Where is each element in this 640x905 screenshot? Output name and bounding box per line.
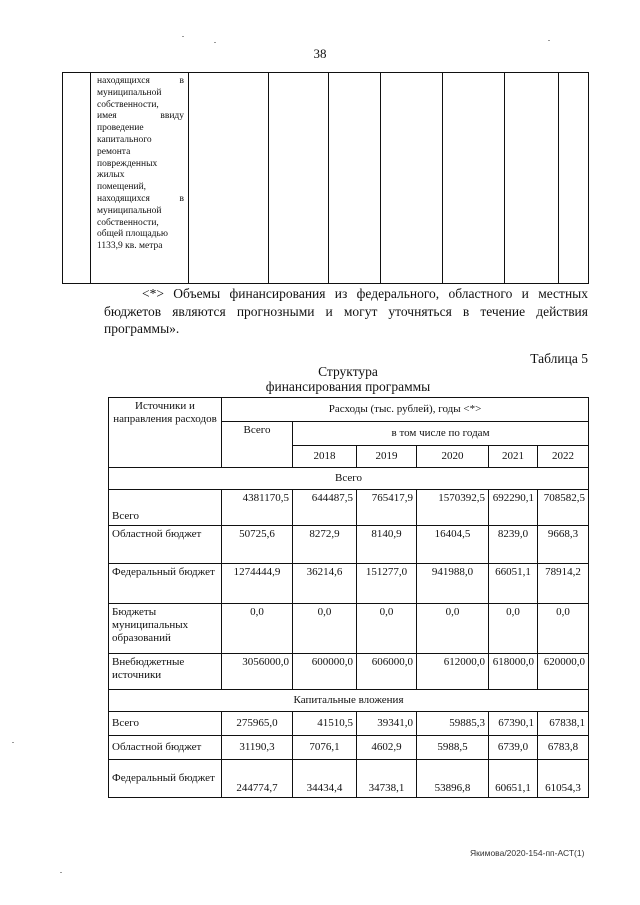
cell-2019: 4602,9 — [357, 736, 417, 760]
cell-2021: 67390,1 — [489, 712, 538, 736]
cell-2020: 1570392,5 — [417, 490, 489, 526]
cell-2021: 692290,1 — [489, 490, 538, 526]
cell-total: 31190,3 — [222, 736, 293, 760]
table-label: Таблица 5 — [530, 351, 588, 366]
cell-total: 3056000,0 — [222, 654, 293, 690]
cell-2020: 5988,5 — [417, 736, 489, 760]
header-year: 2021 — [489, 446, 538, 468]
cell-2021: 618000,0 — [489, 654, 538, 690]
scan-speck — [60, 872, 62, 873]
cell-2019: 0,0 — [357, 604, 417, 654]
desc-line: собственности, — [97, 217, 159, 228]
section-total: Всего — [109, 468, 589, 490]
cell-2022: 78914,2 — [538, 564, 589, 604]
empty-cell — [381, 73, 443, 284]
cell-2021: 60651,1 — [489, 760, 538, 798]
table-row — [109, 760, 589, 798]
cell-2019: 34738,1 — [357, 760, 417, 798]
cell-total: 50725,6 — [222, 526, 293, 564]
cell-2022: 9668,3 — [538, 526, 589, 564]
cell-2021: 8239,0 — [489, 526, 538, 564]
desc-line: проведение — [97, 123, 144, 134]
desc-line: находящихся в — [97, 193, 184, 204]
cell-2020: 612000,0 — [417, 654, 489, 690]
cell-2020: 59885,3 — [417, 712, 489, 736]
empty-cell — [559, 73, 589, 284]
desc-line: общей площадью — [97, 229, 168, 240]
cell-2021: 6739,0 — [489, 736, 538, 760]
description-cell — [91, 73, 189, 284]
cell-total: 275965,0 — [222, 712, 293, 736]
row-label: Федеральный бюджет — [109, 760, 222, 798]
header-expenses: Расходы (тыс. рублей), годы <*> — [222, 398, 589, 422]
row-label: Всего — [109, 712, 222, 736]
cell-total: 0,0 — [222, 604, 293, 654]
header-total: Всего — [222, 422, 293, 468]
cell-2019: 606000,0 — [357, 654, 417, 690]
desc-line: капитального — [97, 134, 152, 145]
cell-2018: 600000,0 — [293, 654, 357, 690]
empty-cell — [269, 73, 329, 284]
empty-cell — [329, 73, 381, 284]
empty-cell — [505, 73, 559, 284]
row-label: Областной бюджет — [109, 736, 222, 760]
table-row — [109, 564, 589, 604]
table-row — [109, 654, 589, 690]
scan-speck — [214, 42, 216, 43]
cell-total: 4381170,5 — [222, 490, 293, 526]
cell-2018: 36214,6 — [293, 564, 357, 604]
cell-2018: 0,0 — [293, 604, 357, 654]
continuation-table — [62, 72, 589, 284]
cell-2018: 34434,4 — [293, 760, 357, 798]
empty-cell — [189, 73, 269, 284]
cell-2019: 39341,0 — [357, 712, 417, 736]
header-year: 2019 — [357, 446, 417, 468]
desc-line: муниципальной — [97, 205, 162, 216]
table-row — [109, 490, 589, 526]
footnote — [104, 285, 588, 338]
caption-line-2: финансирования программы — [265, 379, 431, 394]
table-caption — [108, 364, 588, 394]
header-year: 2020 — [417, 446, 489, 468]
desc-line: 1133,9 кв. метра — [97, 241, 163, 252]
cell-total: 244774,7 — [222, 760, 293, 798]
page-number: 38 — [313, 46, 327, 61]
table-row — [109, 712, 589, 736]
desc-line: ремонта — [97, 146, 131, 157]
cell-2022: 708582,5 — [538, 490, 589, 526]
desc-line: собственности, — [97, 99, 159, 110]
cell-2018: 41510,5 — [293, 712, 357, 736]
desc-line: поврежденных — [97, 158, 158, 169]
cell-2021: 0,0 — [489, 604, 538, 654]
financing-table — [108, 397, 589, 798]
desc-line: муниципальной — [97, 87, 162, 98]
scan-speck — [12, 742, 14, 743]
cell-2022: 61054,3 — [538, 760, 589, 798]
cell-2020: 16404,5 — [417, 526, 489, 564]
header-sources: Источники и направления расходов — [109, 398, 222, 468]
empty-cell — [443, 73, 505, 284]
section-capital: Капитальные вложения — [109, 690, 589, 712]
cell-2022: 620000,0 — [538, 654, 589, 690]
row-label: Федеральный бюджет — [109, 564, 222, 604]
header-year: 2022 — [538, 446, 589, 468]
table-row — [109, 526, 589, 564]
header-year: 2018 — [293, 446, 357, 468]
row-label: Бюджеты муниципальных образований — [109, 604, 222, 654]
table-row — [109, 736, 589, 760]
cell-2018: 644487,5 — [293, 490, 357, 526]
cell-2019: 8140,9 — [357, 526, 417, 564]
cell-2018: 8272,9 — [293, 526, 357, 564]
scan-speck — [182, 36, 184, 37]
row-label: Областной бюджет — [109, 526, 222, 564]
cell-2022: 0,0 — [538, 604, 589, 654]
cell-total: 1274444,9 — [222, 564, 293, 604]
desc-line: имея ввиду — [97, 111, 184, 122]
empty-cell — [63, 73, 91, 284]
footnote-text: <*> Объемы финансирования из федерального, областного и местных бюджетов являются прогнозными и могут уточняться в течение действия программы». — [104, 286, 588, 336]
cell-2018: 7076,1 — [293, 736, 357, 760]
desc-line: помещений, — [97, 182, 147, 193]
row-label: Всего — [109, 490, 222, 526]
desc-line: находящихся в — [97, 76, 184, 86]
cell-2020: 941988,0 — [417, 564, 489, 604]
caption-line-1: Структура — [318, 364, 378, 379]
cell-2020: 53896,8 — [417, 760, 489, 798]
cell-2021: 66051,1 — [489, 564, 538, 604]
cell-2022: 67838,1 — [538, 712, 589, 736]
cell-2022: 6783,8 — [538, 736, 589, 760]
header-by-years: в том числе по годам — [293, 422, 589, 446]
cell-2019: 765417,9 — [357, 490, 417, 526]
table-row — [109, 604, 589, 654]
scan-speck — [548, 40, 550, 41]
document-code: Якимова/2020-154-пп-АСТ(1) — [470, 848, 585, 858]
cell-2019: 151277,0 — [357, 564, 417, 604]
cell-2020: 0,0 — [417, 604, 489, 654]
desc-line: жилых — [97, 170, 125, 181]
row-label: Внебюджетные источники — [109, 654, 222, 690]
